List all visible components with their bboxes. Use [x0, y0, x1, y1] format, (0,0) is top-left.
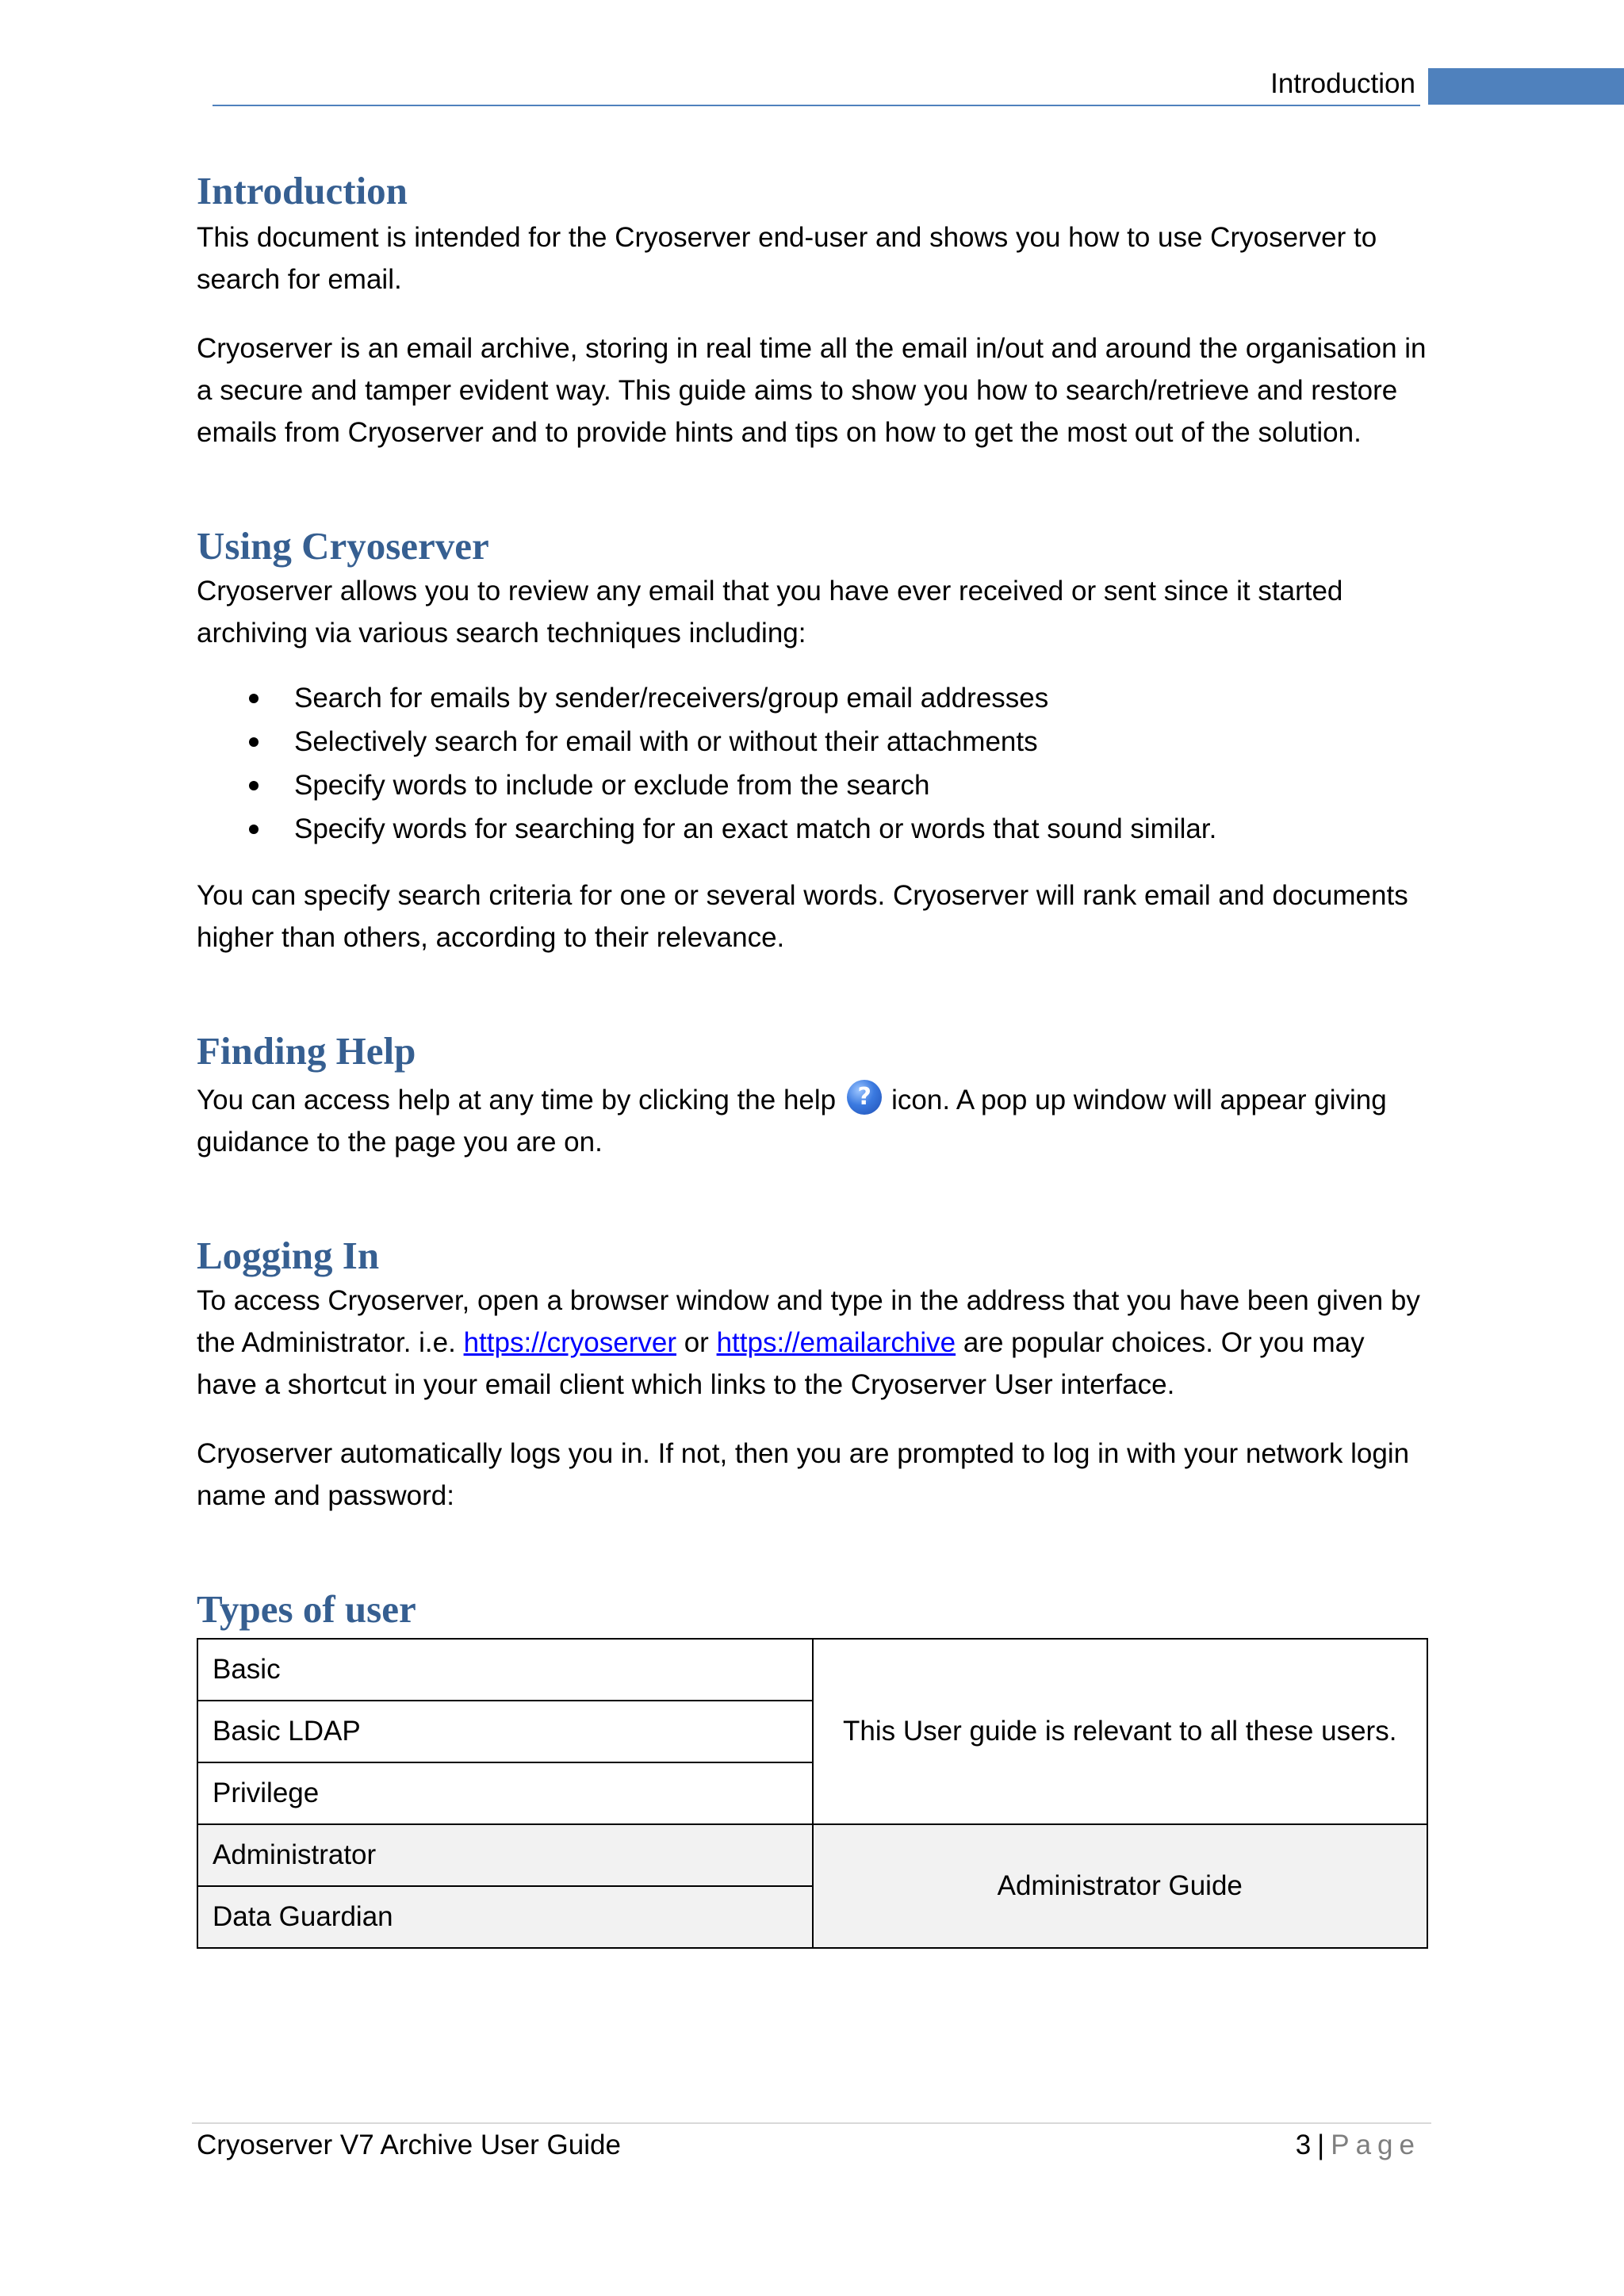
list-item: Specify words for searching for an exact match or words that sound similar. — [197, 807, 1430, 851]
table-row — [197, 1639, 1427, 1701]
bullet-icon — [249, 694, 259, 703]
page-number: 3 — [1295, 2130, 1312, 2160]
user-type-cell: Privilege — [197, 1762, 813, 1824]
search-techniques-list — [197, 676, 1430, 851]
footer-document-title: Cryoserver V7 Archive User Guide — [197, 2130, 621, 2160]
login-heading: Logging In — [197, 1234, 380, 1278]
introduction-para-2: Cryoserver is an email archive, storing in real time all the email in/out and around the organisation in a secure and tamper evident way. This guide aims to show you how to search/retrieve and restore emails from Cryoserver and to provide hints and tips on how to get the most out of the solution. — [197, 332, 1427, 448]
using-heading: Using Cryoserver — [197, 523, 489, 568]
footer-page-number: 3 | Page — [1295, 2130, 1421, 2160]
emailarchive-link[interactable]: https://emailarchive — [716, 1327, 956, 1359]
help-icon[interactable]: ? — [847, 1080, 882, 1115]
introduction-heading: Introduction — [197, 169, 408, 212]
user-type-cell: Administrator — [197, 1824, 813, 1886]
section-logging-in — [197, 1233, 1430, 1517]
admin-guide-cell: Administrator Guide — [813, 1824, 1428, 1948]
header-rule — [213, 105, 1420, 106]
bullet-icon — [249, 825, 259, 834]
section-finding-help — [197, 1028, 1430, 1164]
bullet-icon — [249, 781, 259, 790]
user-type-cell: Data Guardian — [197, 1886, 813, 1948]
introduction-para-1: This document is intended for the Cryoserver end-user and shows you how to use Cryoserver to search for email. — [197, 221, 1377, 295]
list-item: Search for emails by sender/receivers/group email addresses — [197, 676, 1430, 720]
list-item: Specify words to include or exclude from the search — [197, 763, 1430, 807]
cryoserver-link[interactable]: https://cryoserver — [463, 1327, 676, 1359]
user-type-cell: Basic — [197, 1639, 813, 1701]
bullet-icon — [249, 737, 259, 747]
body-content — [197, 168, 1430, 1949]
table-row — [197, 1824, 1427, 1886]
section-using-cryoserver — [197, 523, 1430, 959]
list-item: Selectively search for email with or without their attachments — [197, 720, 1430, 763]
types-heading: Types of user — [197, 1587, 416, 1632]
section-introduction — [197, 168, 1430, 453]
section-types-of-user — [197, 1586, 1430, 1949]
using-para-1: Cryoserver allows you to review any email that you have ever received or sent since it started archiving via various search techniques including: — [197, 575, 1343, 649]
help-heading: Finding Help — [197, 1028, 416, 1073]
relevance-cell: This User guide is relevant to all these users. — [813, 1639, 1428, 1824]
user-type-cell: Basic LDAP — [197, 1701, 813, 1762]
using-para-2: You can specify search criteria for one or several words. Cryoserver will rank email and documents higher than others, according to their relevance. — [197, 879, 1408, 953]
login-para-2: Cryoserver automatically logs you in. If not, then you are prompted to log in with your network login name and password: — [197, 1438, 1410, 1512]
page-label: Page — [1331, 2130, 1421, 2160]
header-accent-band — [1428, 68, 1624, 105]
running-header-title: Introduction — [1270, 68, 1415, 99]
login-para-1: To access Cryoserver, open a browser window and type in the address that you have been given by the Administrator. i.e. https://cryoserver or https://emailarchive are popular choices. Or you may have a shortcut in your email client which links to the Cryoserver User interface. — [197, 1285, 1420, 1401]
footer-rule — [192, 2122, 1431, 2124]
help-para: You can access help at any time by clicking the help ? icon. A pop up window will appear giving guidance to the page you are on. — [197, 1079, 1430, 1163]
user-types-table — [197, 1638, 1428, 1949]
